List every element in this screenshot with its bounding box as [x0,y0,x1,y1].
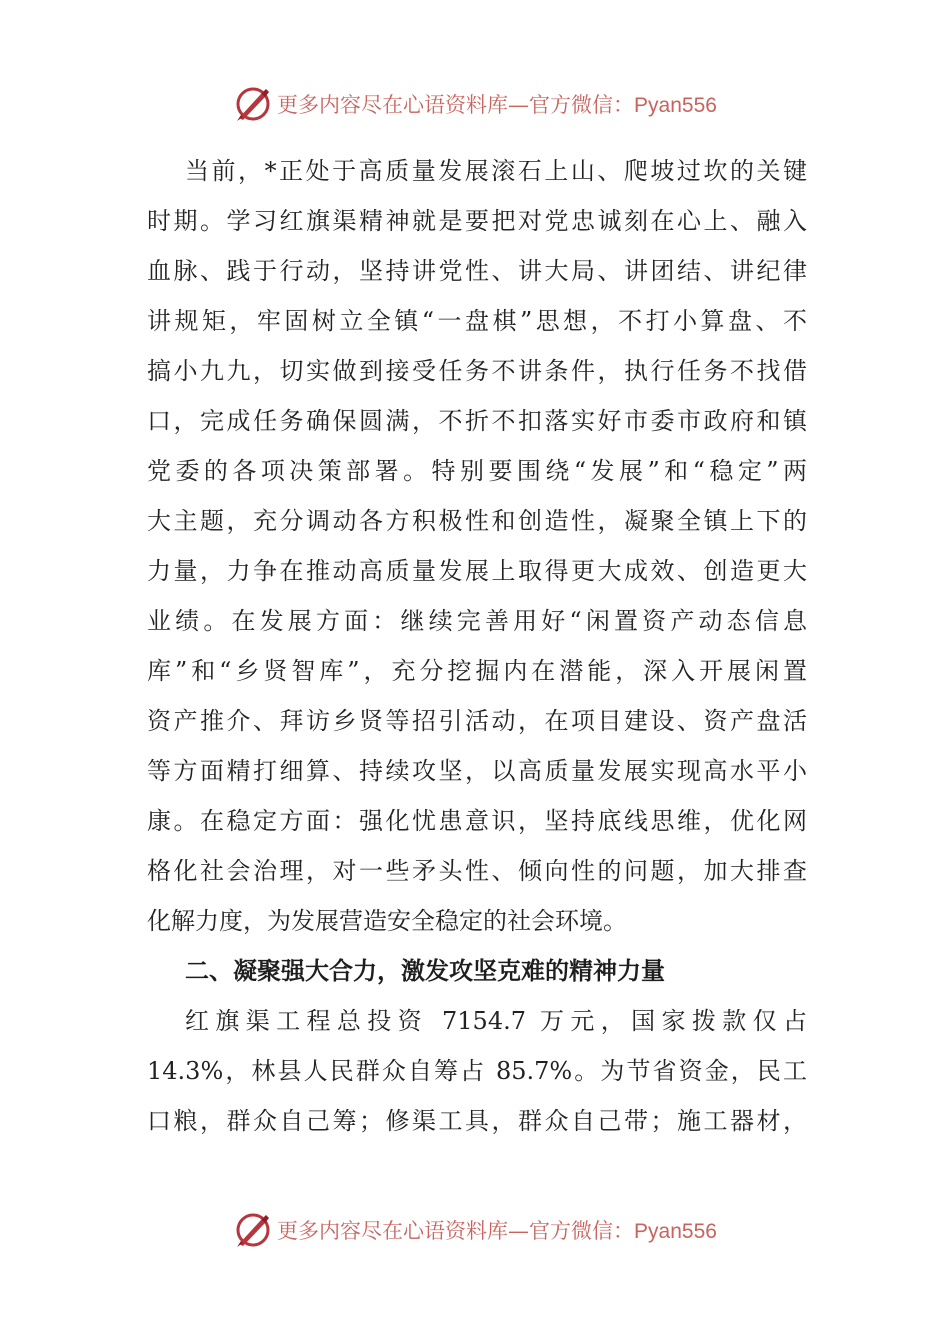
text-line: 时期。学习红旗渠精神就是要把对党忠诚刻在心上、融入 [147,207,807,235]
text-line: 红旗渠工程总投资 7154.7 万元，国家拨款仅占 [185,1007,807,1035]
text-line: 讲规矩，牢固树立全镇“一盘棋”思想，不打小算盘、不 [147,307,807,335]
text-line: 当前，*正处于高质量发展滚石上山、爬坡过坎的关键 [185,157,807,185]
text-line: 资产推介、拜访乡贤等招引活动，在项目建设、资产盘活 [147,707,807,735]
header-banner [0,82,950,126]
text-line: 力量，力争在推动高质量发展上取得更大成效、创造更大 [147,557,807,585]
text-line: 大主题，充分调动各方积极性和创造性，凝聚全镇上下的 [147,507,807,535]
document-body [147,146,807,1146]
pen-circle-logo-icon [233,84,273,124]
text-line: 业绩。在发展方面：继续完善用好“闲置资产动态信息 [147,607,807,635]
text-line: 库”和“乡贤智库”，充分挖掘内在潜能，深入开展闲置 [147,657,807,685]
text-line: 党委的各项决策部署。特别要围绕“发展”和“稳定”两 [147,457,807,485]
banner-text [277,89,717,119]
pen-circle-logo-icon [233,1210,273,1250]
text-line: 血脉、践于行动，坚持讲党性、讲大局、讲团结、讲纪律 [147,257,807,285]
banner-handle: Pyan556 [634,94,717,117]
text-line: 化解力度，为发展营造安全稳定的社会环境。 [147,907,627,935]
text-line: 14.3%，林县人民群众自筹占 85.7%。为节省资金，民工 [147,1057,807,1085]
banner-label: 更多内容尽在心语资料库—官方微信： [277,93,635,117]
footer-banner [0,1208,950,1252]
banner-handle: Pyan556 [634,1220,717,1243]
text-line: 口，完成任务确保圆满，不折不扣落实好市委市政府和镇 [147,407,807,435]
text-line: 口粮，群众自己筹；修渠工具，群众自己带；施工器材， [147,1107,807,1135]
text-line: 搞小九九，切实做到接受任务不讲条件，执行任务不找借 [147,357,807,385]
text-line: 等方面精打细算、持续攻坚，以高质量发展实现高水平小 [147,757,807,785]
text-line: 格化社会治理，对一些矛头性、倾向性的问题，加大排查 [147,857,807,885]
text-line: 康。在稳定方面：强化忧患意识，坚持底线思维，优化网 [147,807,807,835]
banner-label: 更多内容尽在心语资料库—官方微信： [277,1219,635,1243]
banner-text [277,1215,717,1245]
section-heading: 二、凝聚强大合力，激发攻坚克难的精神力量 [185,957,665,985]
